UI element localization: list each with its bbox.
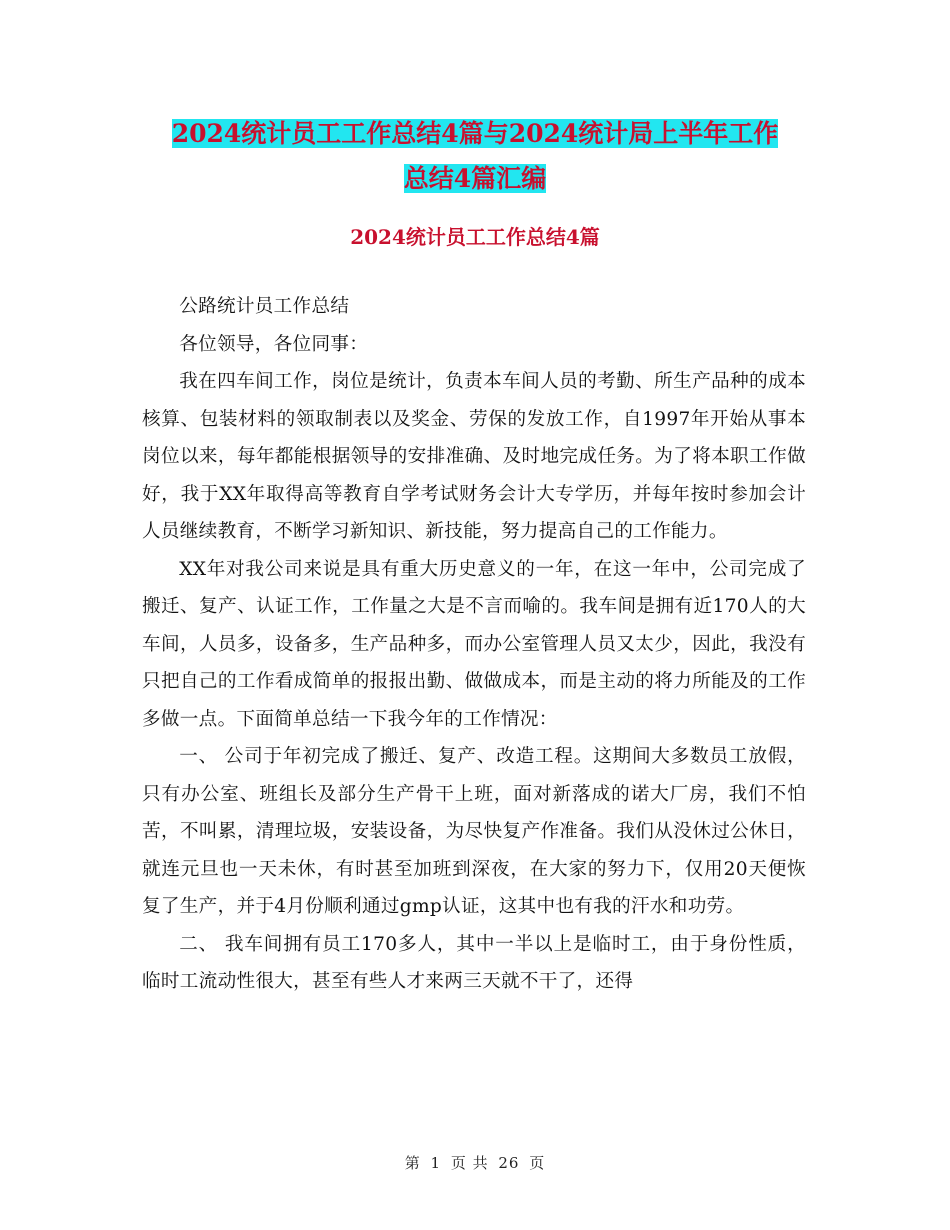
section-title: 2024统计员工工作总结4篇: [350, 225, 600, 249]
paragraph-greeting: 各位领导，各位同事：: [179, 333, 369, 355]
document-body: [142, 288, 806, 1001]
document-title-line-2: 总结4篇汇编: [403, 164, 547, 193]
document-title-line-1: 2024统计员工工作总结4篇与2024统计局上半年工作: [171, 119, 779, 148]
footer-mid: 页 共: [450, 1154, 489, 1172]
paragraph: 二、 我车间拥有员工170多人，其中一半以上是临时工，由于身份性质，临时工流动性很大，甚至有些人才来两三天就不干了，还得: [142, 933, 806, 992]
page-footer: [0, 1152, 950, 1173]
paragraph: 一、 公司于年初完成了搬迁、复产、改造工程。这期间大多数员工放假，只有办公室、班组长及部分生产骨干上班，面对新落成的诺大厂房，我们不怕苦，不叫累，清理垃圾，安装设备，为尽快复产作准备。我们从没休过公休日，就连元旦也一天未休，有时甚至加班到深夜，在大家的努力下，仅用20天便恢复了生产，并于4月份顺利通过gmp认证，这其中也有我的汗水和功劳。: [142, 746, 806, 917]
footer-total-pages: 26: [498, 1154, 520, 1172]
footer-page-number: 1: [430, 1154, 442, 1172]
paragraph-subtitle: 公路统计员工作总结: [179, 296, 350, 317]
paragraph: XX年对我公司来说是具有重大历史意义的一年，在这一年中，公司完成了搬迁、复产、认证工作，工作量之大是不言而喻的。我车间是拥有近170人的大车间，人员多，设备多，生产品种多，而办公室管理人员又太少，因此，我没有只把自己的工作看成简单的报报出勤、做做成本，而是主动的将力所能及的工作多做一点。下面简单总结一下我今年的工作情况：: [142, 558, 806, 730]
footer-suffix: 页: [529, 1154, 546, 1172]
paragraph: 我在四车间工作，岗位是统计，负责本车间人员的考勤、所生产品种的成本核算、包装材料的领取制表以及奖金、劳保的发放工作，自1997年开始从事本岗位以来，每年都能根据领导的安排准确、及时地完成任务。为了将本职工作做好，我于XX年取得高等教育自学考试财务会计大专学历，并每年按时参加会计人员继续教育，不断学习新知识、新技能，努力提高自己的工作能力。: [142, 371, 806, 542]
footer-prefix: 第: [404, 1154, 421, 1172]
document-title: [140, 111, 810, 201]
